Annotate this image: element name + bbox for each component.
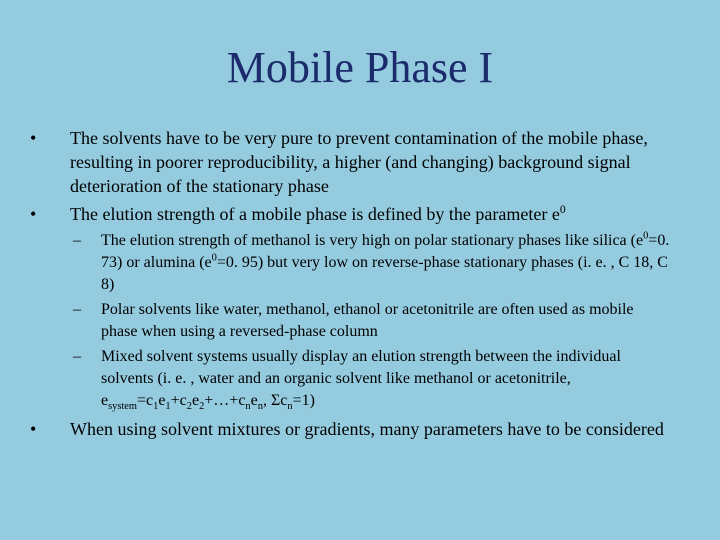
subscript: n bbox=[245, 401, 251, 413]
text-segment: +…+c bbox=[204, 392, 246, 409]
slide-title: Mobile Phase I bbox=[226, 43, 494, 92]
dash-marker: – bbox=[73, 301, 81, 318]
text-segment: e bbox=[158, 392, 166, 409]
dash-marker: – bbox=[73, 348, 81, 365]
text-segment: +c bbox=[170, 392, 187, 409]
text-segment: The elution strength of methanol is very high on polar stationary phases like silica (e bbox=[101, 232, 644, 249]
subscript: 2 bbox=[186, 401, 192, 413]
text-segment: Mixed solvent systems usually display an elution strength between the individual solvents (i. e. , water and an organic solvent like methanol or acetonitrile, e bbox=[101, 348, 621, 409]
sub-bullet-methanol-strength bbox=[73, 230, 671, 296]
text-segment: , Σc bbox=[262, 392, 288, 409]
subscript: system bbox=[108, 401, 137, 413]
subscript: n bbox=[287, 401, 293, 413]
sub-bullet-polar-solvents bbox=[73, 299, 671, 343]
bullet-marker: • bbox=[30, 419, 37, 439]
text-segment: Polar solvents like water, methanol, ethanol or acetonitrile are often used as mobile phase when using a reversed-phase column bbox=[101, 301, 634, 340]
superscript: 0 bbox=[643, 230, 649, 242]
text-segment: =c bbox=[136, 392, 154, 409]
dash-marker: – bbox=[73, 232, 81, 249]
subscript: 1 bbox=[165, 401, 171, 413]
superscript-zero: 0 bbox=[559, 203, 566, 216]
bullet-elution-strength bbox=[30, 202, 680, 226]
bullet-text: The solvents have to be very pure to prevent contamination of the mobile phase, resulting in poorer reproducibility, a higher (and changing) background signal deterioration of the stationary phase bbox=[70, 128, 648, 196]
subscript: n bbox=[257, 401, 263, 413]
bullet-solvent-purity bbox=[30, 126, 680, 198]
bullet-marker: • bbox=[30, 128, 37, 148]
bullet-text: The elution strength of a mobile phase is defined by the parameter e bbox=[70, 204, 560, 224]
subscript: 1 bbox=[153, 401, 159, 413]
bullet-marker: • bbox=[30, 204, 37, 224]
text-segment: e bbox=[250, 392, 258, 409]
bullet-text: When using solvent mixtures or gradients, many parameters have to be considered bbox=[70, 419, 664, 439]
subscript: 2 bbox=[199, 401, 205, 413]
text-segment: e bbox=[191, 392, 200, 409]
superscript: 0 bbox=[211, 252, 217, 264]
text-segment: =0. 73) or alumina (e bbox=[101, 232, 670, 271]
text-segment: =1) bbox=[292, 392, 315, 409]
text-segment: =0. 95) but very low on reverse-phase stationary phases (i. e. , C 18, C 8) bbox=[101, 254, 668, 293]
bullet-mixtures-gradients bbox=[30, 417, 670, 441]
sub-bullet-mixed-solvents bbox=[73, 346, 671, 413]
